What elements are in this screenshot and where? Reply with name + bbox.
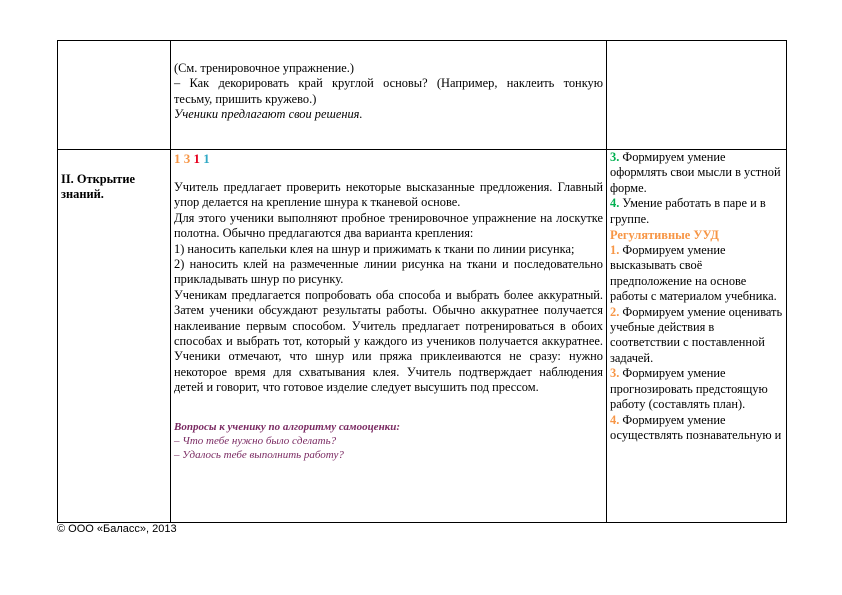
paragraph: 1) наносить капельки клея на шнур и прижимать к ткани по линии рисунка;: [174, 241, 575, 256]
uud-text: Формируем умение высказывать своё предположение на основе работы с материалом учебника.: [610, 243, 777, 304]
paragraph: Учитель предлагает проверить некоторые высказанные предложения. Главный упор делается на крепление шнура к тканевой основе.: [174, 180, 603, 210]
number-blue: 1: [203, 151, 210, 166]
number-red: 1: [193, 151, 200, 166]
uud-text: Формируем умение прогнозировать предстоящую работу (составлять план).: [610, 366, 768, 412]
text-line: тесьму, пришить кружево.): [174, 91, 317, 106]
self-check-title: Вопросы к ученику по алгоритму самооценки:: [174, 420, 401, 433]
activity-cell: [171, 41, 607, 150]
spacer: [174, 396, 603, 420]
stage-cell-empty: [58, 41, 171, 150]
copyright-footer: © ООО «Баласс», 2013: [57, 523, 177, 535]
text-line: (См. тренировочное упражнение.): [174, 61, 354, 75]
uud-item: [610, 150, 783, 196]
self-check-item: – Удалось тебе выполнить работу?: [174, 448, 344, 461]
table-row: [58, 41, 787, 150]
stage-cell: [58, 150, 171, 523]
uud-text: Умение работать в паре и в группе.: [610, 196, 766, 226]
lesson-table-wrapper: [57, 40, 786, 523]
number-orange: 3: [183, 151, 191, 166]
table-row: [58, 150, 787, 523]
uud-text: Формируем умение оценивать учебные действия в соответствии с поставленной задачей.: [610, 304, 783, 365]
self-check-item: – Что тебе нужно было сделать?: [174, 434, 337, 447]
uud-item: [610, 366, 783, 412]
number-sequence: [174, 151, 603, 167]
uud-cell-empty: [607, 41, 787, 150]
uud-cell: [607, 150, 787, 523]
italic-note: Ученики предлагают свои решения.: [174, 107, 363, 122]
uud-item: [610, 413, 783, 444]
number-orange: 1: [174, 151, 181, 166]
uud-number: 1.: [610, 243, 620, 258]
activity-cell: [171, 150, 607, 523]
uud-item: [610, 305, 783, 367]
paragraph: Для этого ученики выполняют пробное тренировочное упражнение на лоскутке полотна. Обычно предлагаются два варианта крепления:: [174, 210, 603, 241]
uud-number: 4.: [610, 196, 620, 211]
uud-number: 2.: [610, 304, 620, 319]
uud-number: 3.: [610, 366, 620, 381]
uud-text: Формируем умение оформлять свои мысли в устной форме.: [610, 150, 781, 195]
stage-title: II. Открытие знаний.: [61, 172, 135, 202]
uud-item: [610, 243, 783, 305]
lesson-table: [57, 40, 787, 523]
paragraph: 2) наносить клей на размеченные линии рисунка на ткани и последовательно прикладывать шнур по рисунку.: [174, 257, 603, 287]
text-line: – Как декорировать край круглой основы? (Например, наклеить тонкую: [174, 76, 603, 91]
uud-number: 4.: [610, 412, 620, 427]
paragraph: Ученикам предлагается попробовать оба способа и выбрать более аккуратный. Затем ученики обсуждают результаты работы. Обычно аккуратнее получается наклеивание первым способом. Учитель предлагает потренироваться в обоих способах и выбрать тот, который у каждого из учеников получается аккуратнее. Ученики отмечают, что шнур или пряжа приклеиваются не сразу: нужно некоторое время для схватывания клея. Учитель подтверждает наблюдения детей и говорит, что готовое изделие следует высушить под прессом.: [174, 287, 603, 395]
uud-item: [610, 196, 783, 227]
uud-number: 3.: [610, 150, 620, 164]
regulative-title: Регулятивные УУД: [610, 228, 719, 243]
uud-text: Формируем умение осуществлять познавательную и: [610, 412, 782, 442]
